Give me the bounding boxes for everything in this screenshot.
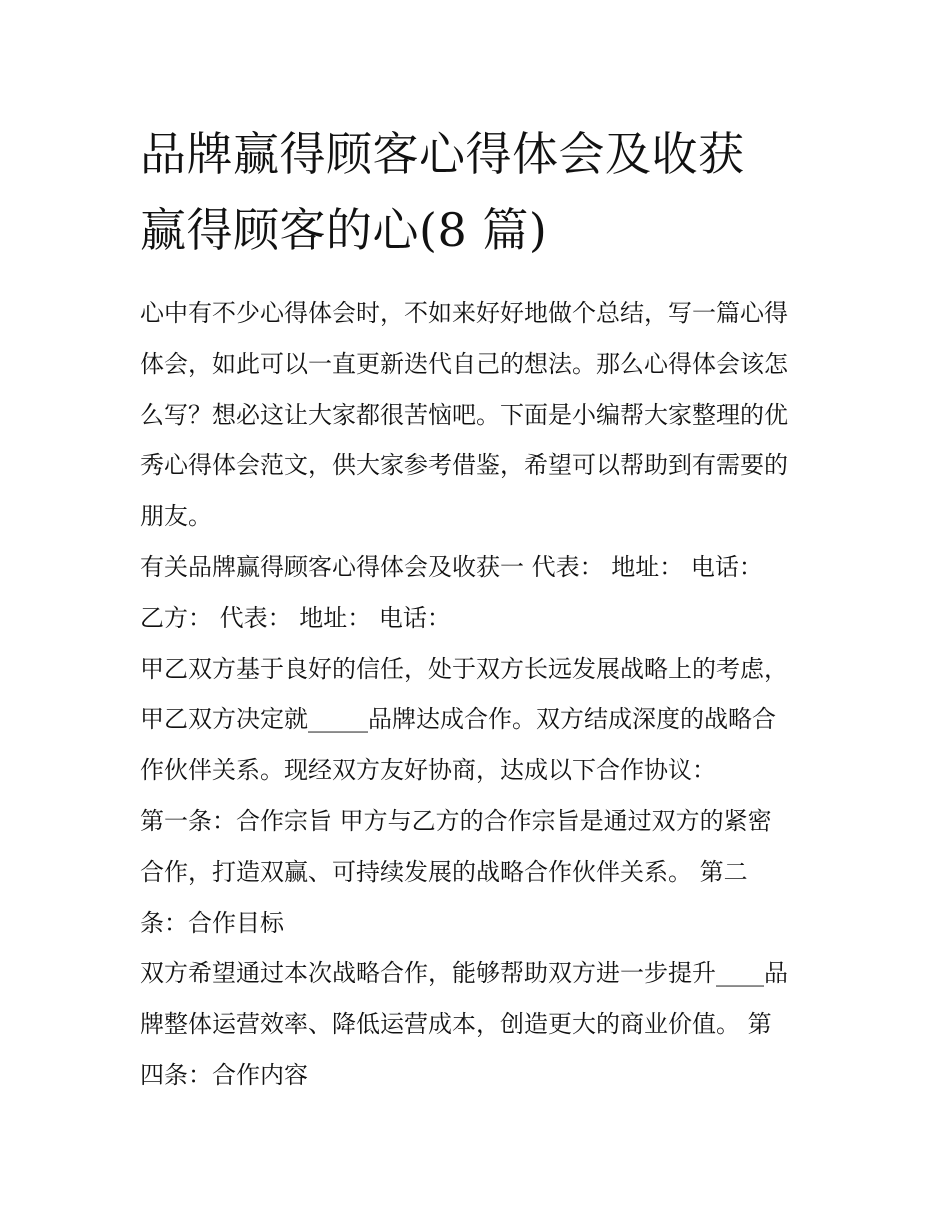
agreement-preamble-paragraph — [140, 644, 820, 796]
text-line: 牌整体运营效率、降低运营成本，创造更大的商业价值。 第 — [140, 1010, 772, 1039]
cooperation-goal-paragraph — [140, 948, 820, 1100]
text-line: 秀心得体会范文，供大家参考借鉴，希望可以帮助到有需要的 — [140, 451, 788, 480]
text-line: 乙方： 代表： 地址： 电话： — [140, 603, 451, 632]
text-line: 有关品牌赢得顾客心得体会及收获一 代表： 地址： 电话： — [140, 552, 763, 581]
text-line: 作伙伴关系。现经双方友好协商，达成以下合作协议： — [140, 756, 716, 785]
text-line: 双方希望通过本次战略合作，能够帮助双方进一步提升____品 — [140, 959, 788, 988]
article-one-paragraph — [140, 796, 820, 948]
title-line: 品牌赢得顾客心得体会及收获 — [140, 127, 745, 181]
intro-paragraph — [140, 288, 820, 542]
document-body — [140, 288, 820, 1101]
text-line: 甲乙双方基于良好的信任，处于双方长远发展战略上的考虑， — [140, 654, 788, 683]
text-line: 条：合作目标 — [140, 908, 284, 937]
party-info-paragraph — [140, 542, 820, 644]
text-line: 朋友。 — [140, 502, 212, 531]
text-line: 甲乙双方决定就_____品牌达成合作。双方结成深度的战略合 — [140, 705, 776, 734]
text-line: 第一条：合作宗旨 甲方与乙方的合作宗旨是通过双方的紧密 — [140, 806, 772, 835]
document-content — [140, 116, 820, 1101]
document-title — [140, 116, 820, 268]
text-line: 四条：合作内容 — [140, 1060, 308, 1089]
title-line: 赢得顾客的心(8 篇) — [140, 203, 548, 257]
text-line: 么写？想必这让大家都很苦恼吧。下面是小编帮大家整理的优 — [140, 400, 788, 429]
text-line: 心中有不少心得体会时，不如来好好地做个总结，写一篇心得 — [140, 299, 788, 327]
text-line: 体会，如此可以一直更新迭代自己的想法。那么心得体会该怎 — [140, 349, 788, 378]
text-line: 合作，打造双赢、可持续发展的战略合作伙伴关系。 第二 — [140, 857, 748, 886]
